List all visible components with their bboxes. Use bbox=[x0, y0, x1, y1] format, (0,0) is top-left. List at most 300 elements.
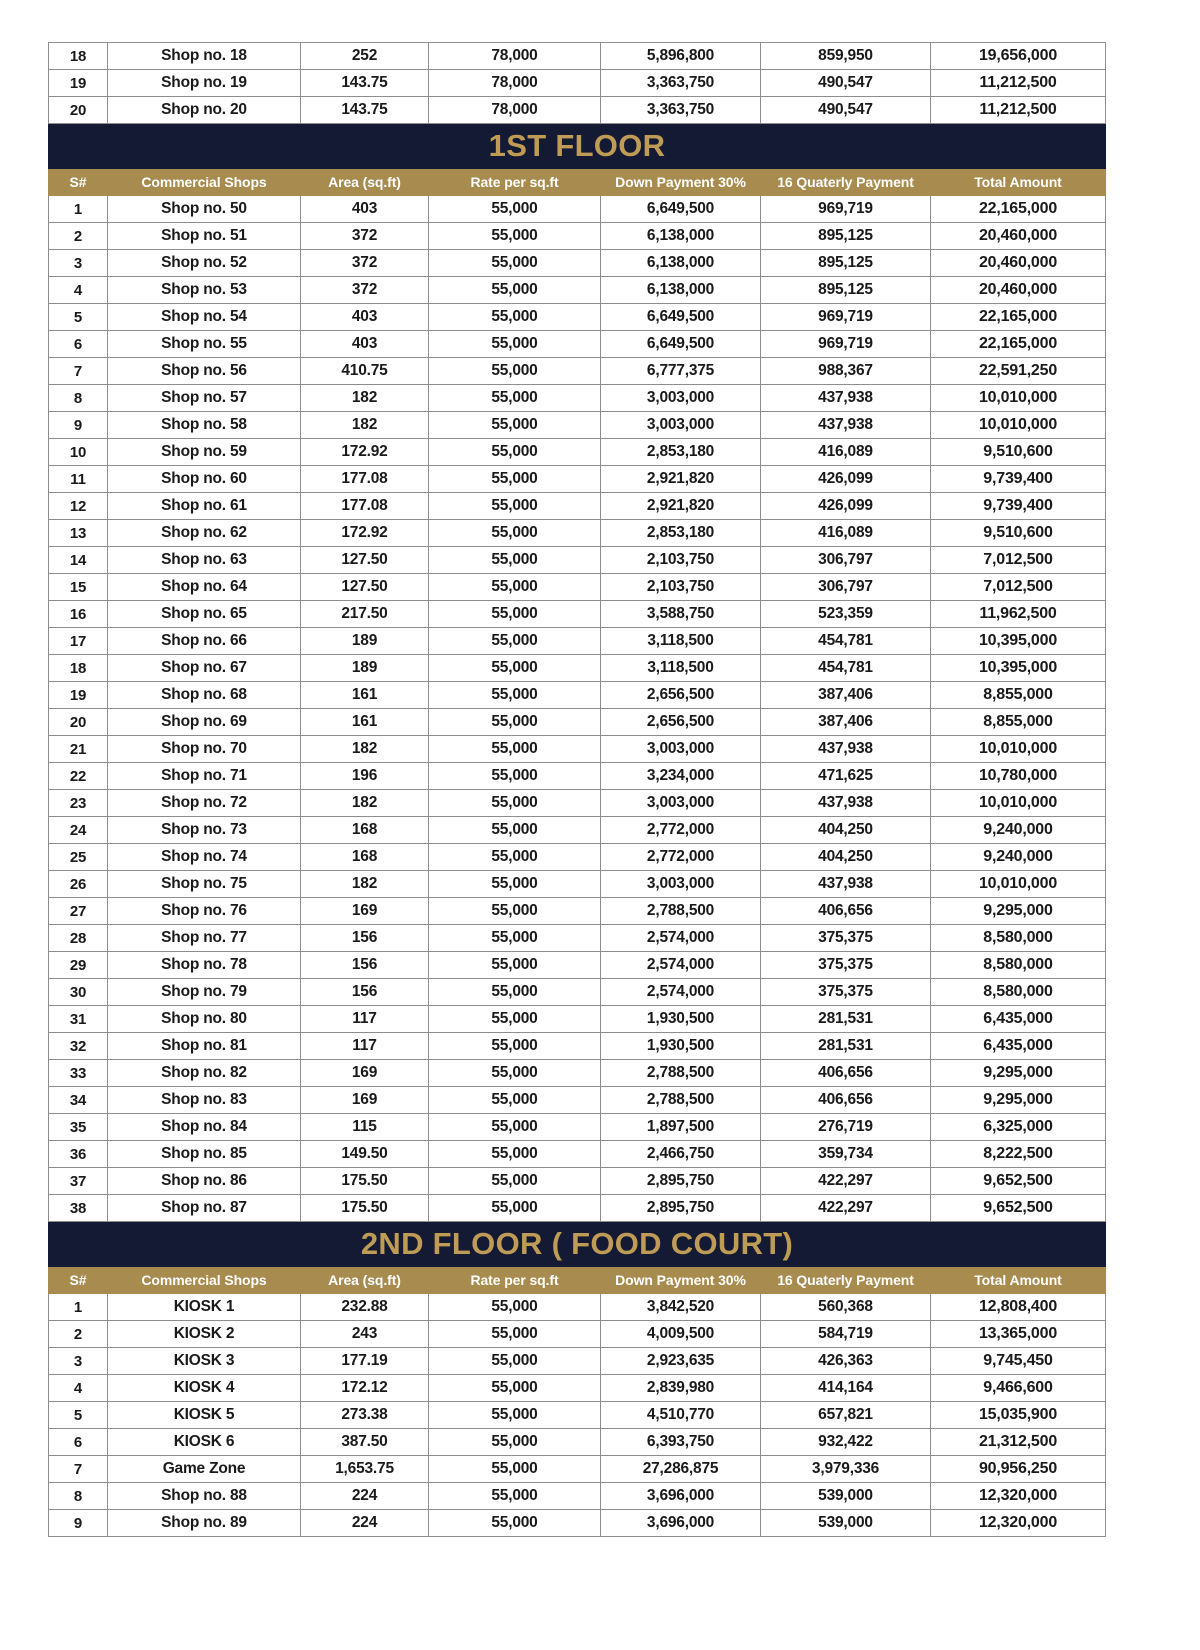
cell-shop: Shop no. 79 bbox=[108, 979, 301, 1006]
cell-area: 149.50 bbox=[301, 1141, 429, 1168]
cell-total: 10,780,000 bbox=[931, 763, 1106, 790]
cell-shop: Shop no. 51 bbox=[108, 223, 301, 250]
cell-down: 2,772,000 bbox=[601, 817, 761, 844]
cell-quarterly: 895,125 bbox=[761, 250, 931, 277]
cell-area: 410.75 bbox=[301, 358, 429, 385]
cell-quarterly: 416,089 bbox=[761, 439, 931, 466]
cell-sn: 1 bbox=[49, 196, 108, 223]
cell-total: 9,652,500 bbox=[931, 1168, 1106, 1195]
table-row bbox=[49, 1510, 1106, 1537]
cell-area: 115 bbox=[301, 1114, 429, 1141]
cell-area: 161 bbox=[301, 682, 429, 709]
cell-quarterly: 406,656 bbox=[761, 898, 931, 925]
cell-total: 12,320,000 bbox=[931, 1483, 1106, 1510]
cell-down: 27,286,875 bbox=[601, 1456, 761, 1483]
cell-rate: 55,000 bbox=[429, 250, 601, 277]
cell-shop: Shop no. 52 bbox=[108, 250, 301, 277]
column-header-down: Down Payment 30% bbox=[601, 1267, 761, 1294]
cell-area: 177.08 bbox=[301, 466, 429, 493]
cell-down: 5,896,800 bbox=[601, 43, 761, 70]
cell-total: 20,460,000 bbox=[931, 223, 1106, 250]
table-row bbox=[49, 628, 1106, 655]
cell-down: 3,363,750 bbox=[601, 97, 761, 124]
cell-down: 2,923,635 bbox=[601, 1348, 761, 1375]
cell-quarterly: 437,938 bbox=[761, 736, 931, 763]
cell-shop: Shop no. 61 bbox=[108, 493, 301, 520]
table-row bbox=[49, 736, 1106, 763]
table-row bbox=[49, 493, 1106, 520]
table-row bbox=[49, 1456, 1106, 1483]
cell-total: 9,652,500 bbox=[931, 1195, 1106, 1222]
table-row bbox=[49, 277, 1106, 304]
cell-shop: Shop no. 59 bbox=[108, 439, 301, 466]
cell-area: 387.50 bbox=[301, 1429, 429, 1456]
cell-quarterly: 539,000 bbox=[761, 1510, 931, 1537]
cell-quarterly: 387,406 bbox=[761, 682, 931, 709]
cell-rate: 55,000 bbox=[429, 277, 601, 304]
cell-shop: KIOSK 1 bbox=[108, 1294, 301, 1321]
cell-quarterly: 560,368 bbox=[761, 1294, 931, 1321]
cell-quarterly: 426,363 bbox=[761, 1348, 931, 1375]
cell-rate: 55,000 bbox=[429, 628, 601, 655]
cell-total: 12,808,400 bbox=[931, 1294, 1106, 1321]
cell-total: 9,510,600 bbox=[931, 520, 1106, 547]
cell-area: 175.50 bbox=[301, 1195, 429, 1222]
cell-down: 6,777,375 bbox=[601, 358, 761, 385]
cell-total: 20,460,000 bbox=[931, 277, 1106, 304]
cell-quarterly: 375,375 bbox=[761, 979, 931, 1006]
cell-total: 10,010,000 bbox=[931, 736, 1106, 763]
cell-rate: 55,000 bbox=[429, 196, 601, 223]
cell-sn: 2 bbox=[49, 1321, 108, 1348]
cell-shop: KIOSK 5 bbox=[108, 1402, 301, 1429]
cell-total: 6,435,000 bbox=[931, 1033, 1106, 1060]
cell-shop: Shop no. 86 bbox=[108, 1168, 301, 1195]
cell-total: 10,010,000 bbox=[931, 790, 1106, 817]
cell-sn: 9 bbox=[49, 412, 108, 439]
cell-down: 2,656,500 bbox=[601, 682, 761, 709]
cell-area: 156 bbox=[301, 925, 429, 952]
cell-quarterly: 437,938 bbox=[761, 871, 931, 898]
cell-quarterly: 969,719 bbox=[761, 196, 931, 223]
cell-shop: Shop no. 62 bbox=[108, 520, 301, 547]
floor-banner-row bbox=[49, 1222, 1106, 1267]
cell-rate: 55,000 bbox=[429, 358, 601, 385]
cell-quarterly: 523,359 bbox=[761, 601, 931, 628]
cell-total: 21,312,500 bbox=[931, 1429, 1106, 1456]
cell-sn: 23 bbox=[49, 790, 108, 817]
cell-sn: 37 bbox=[49, 1168, 108, 1195]
cell-down: 3,588,750 bbox=[601, 601, 761, 628]
cell-quarterly: 539,000 bbox=[761, 1483, 931, 1510]
cell-rate: 55,000 bbox=[429, 871, 601, 898]
cell-down: 6,649,500 bbox=[601, 331, 761, 358]
cell-sn: 24 bbox=[49, 817, 108, 844]
cell-area: 143.75 bbox=[301, 70, 429, 97]
cell-area: 127.50 bbox=[301, 574, 429, 601]
column-header-shop: Commercial Shops bbox=[108, 1267, 301, 1294]
table-row bbox=[49, 97, 1106, 124]
cell-down: 2,921,820 bbox=[601, 493, 761, 520]
cell-sn: 7 bbox=[49, 1456, 108, 1483]
cell-down: 2,574,000 bbox=[601, 979, 761, 1006]
cell-down: 3,003,000 bbox=[601, 871, 761, 898]
cell-shop: Shop no. 56 bbox=[108, 358, 301, 385]
cell-sn: 15 bbox=[49, 574, 108, 601]
cell-sn: 25 bbox=[49, 844, 108, 871]
cell-area: 169 bbox=[301, 1087, 429, 1114]
cell-shop: Shop no. 55 bbox=[108, 331, 301, 358]
cell-sn: 4 bbox=[49, 1375, 108, 1402]
cell-total: 9,295,000 bbox=[931, 898, 1106, 925]
cell-down: 2,574,000 bbox=[601, 925, 761, 952]
cell-down: 1,930,500 bbox=[601, 1006, 761, 1033]
cell-total: 6,435,000 bbox=[931, 1006, 1106, 1033]
cell-shop: Shop no. 54 bbox=[108, 304, 301, 331]
cell-shop: Shop no. 72 bbox=[108, 790, 301, 817]
cell-sn: 26 bbox=[49, 871, 108, 898]
floor-title: 2ND FLOOR ( FOOD COURT) bbox=[360, 1226, 794, 1261]
cell-sn: 16 bbox=[49, 601, 108, 628]
table-row bbox=[49, 1294, 1106, 1321]
cell-sn: 2 bbox=[49, 223, 108, 250]
table-row bbox=[49, 1168, 1106, 1195]
table-row bbox=[49, 547, 1106, 574]
cell-sn: 18 bbox=[49, 655, 108, 682]
cell-down: 2,103,750 bbox=[601, 574, 761, 601]
table-row bbox=[49, 1006, 1106, 1033]
cell-shop: KIOSK 3 bbox=[108, 1348, 301, 1375]
cell-rate: 55,000 bbox=[429, 466, 601, 493]
column-header-area: Area (sq.ft) bbox=[301, 1267, 429, 1294]
cell-rate: 55,000 bbox=[429, 547, 601, 574]
cell-rate: 55,000 bbox=[429, 1402, 601, 1429]
cell-rate: 55,000 bbox=[429, 493, 601, 520]
cell-sn: 6 bbox=[49, 1429, 108, 1456]
cell-total: 10,010,000 bbox=[931, 871, 1106, 898]
cell-rate: 55,000 bbox=[429, 1483, 601, 1510]
cell-area: 217.50 bbox=[301, 601, 429, 628]
floor-banner-row bbox=[49, 124, 1106, 169]
cell-sn: 22 bbox=[49, 763, 108, 790]
cell-down: 3,003,000 bbox=[601, 736, 761, 763]
cell-quarterly: 969,719 bbox=[761, 304, 931, 331]
column-header-sn: S# bbox=[49, 1267, 108, 1294]
cell-quarterly: 490,547 bbox=[761, 97, 931, 124]
cell-shop: Shop no. 77 bbox=[108, 925, 301, 952]
table-row bbox=[49, 844, 1106, 871]
cell-rate: 55,000 bbox=[429, 1114, 601, 1141]
cell-quarterly: 932,422 bbox=[761, 1429, 931, 1456]
cell-down: 3,118,500 bbox=[601, 628, 761, 655]
cell-shop: Shop no. 50 bbox=[108, 196, 301, 223]
table-row bbox=[49, 682, 1106, 709]
floor-title: 1ST FLOOR bbox=[488, 128, 666, 163]
cell-area: 175.50 bbox=[301, 1168, 429, 1195]
cell-quarterly: 859,950 bbox=[761, 43, 931, 70]
cell-shop: Shop no. 60 bbox=[108, 466, 301, 493]
cell-shop: Shop no. 64 bbox=[108, 574, 301, 601]
cell-area: 182 bbox=[301, 871, 429, 898]
cell-quarterly: 422,297 bbox=[761, 1195, 931, 1222]
cell-area: 169 bbox=[301, 898, 429, 925]
cell-area: 224 bbox=[301, 1483, 429, 1510]
cell-down: 2,574,000 bbox=[601, 952, 761, 979]
column-header-area: Area (sq.ft) bbox=[301, 169, 429, 196]
cell-area: 172.92 bbox=[301, 439, 429, 466]
cell-shop: Game Zone bbox=[108, 1456, 301, 1483]
cell-total: 9,295,000 bbox=[931, 1060, 1106, 1087]
cell-shop: Shop no. 19 bbox=[108, 70, 301, 97]
cell-area: 403 bbox=[301, 331, 429, 358]
cell-shop: Shop no. 71 bbox=[108, 763, 301, 790]
cell-rate: 55,000 bbox=[429, 1141, 601, 1168]
cell-down: 3,234,000 bbox=[601, 763, 761, 790]
cell-area: 252 bbox=[301, 43, 429, 70]
cell-sn: 3 bbox=[49, 1348, 108, 1375]
cell-rate: 55,000 bbox=[429, 736, 601, 763]
cell-area: 372 bbox=[301, 223, 429, 250]
cell-down: 2,788,500 bbox=[601, 1087, 761, 1114]
cell-shop: Shop no. 53 bbox=[108, 277, 301, 304]
cell-shop: KIOSK 2 bbox=[108, 1321, 301, 1348]
cell-down: 2,921,820 bbox=[601, 466, 761, 493]
cell-area: 372 bbox=[301, 250, 429, 277]
column-header-rate: Rate per sq.ft bbox=[429, 169, 601, 196]
cell-rate: 55,000 bbox=[429, 817, 601, 844]
cell-sn: 6 bbox=[49, 331, 108, 358]
table-row bbox=[49, 250, 1106, 277]
cell-area: 156 bbox=[301, 952, 429, 979]
table-row bbox=[49, 1087, 1106, 1114]
cell-total: 15,035,900 bbox=[931, 1402, 1106, 1429]
cell-area: 117 bbox=[301, 1033, 429, 1060]
cell-quarterly: 387,406 bbox=[761, 709, 931, 736]
cell-total: 9,739,400 bbox=[931, 493, 1106, 520]
cell-area: 117 bbox=[301, 1006, 429, 1033]
cell-total: 8,855,000 bbox=[931, 709, 1106, 736]
cell-down: 3,003,000 bbox=[601, 385, 761, 412]
cell-down: 2,788,500 bbox=[601, 898, 761, 925]
cell-area: 232.88 bbox=[301, 1294, 429, 1321]
cell-total: 8,580,000 bbox=[931, 979, 1106, 1006]
cell-quarterly: 454,781 bbox=[761, 628, 931, 655]
table-row bbox=[49, 790, 1106, 817]
cell-shop: Shop no. 89 bbox=[108, 1510, 301, 1537]
cell-down: 3,118,500 bbox=[601, 655, 761, 682]
table-row bbox=[49, 466, 1106, 493]
table-row bbox=[49, 979, 1106, 1006]
cell-sn: 8 bbox=[49, 1483, 108, 1510]
cell-total: 11,962,500 bbox=[931, 601, 1106, 628]
cell-total: 20,460,000 bbox=[931, 250, 1106, 277]
table-row bbox=[49, 925, 1106, 952]
cell-area: 168 bbox=[301, 844, 429, 871]
cell-sn: 12 bbox=[49, 493, 108, 520]
cell-rate: 55,000 bbox=[429, 1510, 601, 1537]
cell-area: 169 bbox=[301, 1060, 429, 1087]
cell-total: 7,012,500 bbox=[931, 547, 1106, 574]
table-row bbox=[49, 898, 1106, 925]
cell-total: 10,010,000 bbox=[931, 385, 1106, 412]
table-row bbox=[49, 43, 1106, 70]
cell-total: 6,325,000 bbox=[931, 1114, 1106, 1141]
cell-down: 6,138,000 bbox=[601, 277, 761, 304]
table-row bbox=[49, 1141, 1106, 1168]
cell-total: 9,510,600 bbox=[931, 439, 1106, 466]
cell-quarterly: 359,734 bbox=[761, 1141, 931, 1168]
cell-rate: 55,000 bbox=[429, 1294, 601, 1321]
cell-sn: 20 bbox=[49, 709, 108, 736]
floor-banner-cell bbox=[49, 124, 1106, 169]
table-row bbox=[49, 1114, 1106, 1141]
cell-area: 189 bbox=[301, 628, 429, 655]
cell-shop: Shop no. 73 bbox=[108, 817, 301, 844]
cell-down: 6,649,500 bbox=[601, 304, 761, 331]
cell-area: 273.38 bbox=[301, 1402, 429, 1429]
cell-rate: 55,000 bbox=[429, 412, 601, 439]
cell-quarterly: 306,797 bbox=[761, 574, 931, 601]
cell-sn: 11 bbox=[49, 466, 108, 493]
cell-sn: 4 bbox=[49, 277, 108, 304]
cell-sn: 33 bbox=[49, 1060, 108, 1087]
cell-shop: Shop no. 85 bbox=[108, 1141, 301, 1168]
table-row bbox=[49, 574, 1106, 601]
cell-shop: Shop no. 78 bbox=[108, 952, 301, 979]
cell-shop: Shop no. 75 bbox=[108, 871, 301, 898]
table-row bbox=[49, 1375, 1106, 1402]
cell-quarterly: 414,164 bbox=[761, 1375, 931, 1402]
cell-quarterly: 437,938 bbox=[761, 412, 931, 439]
cell-shop: Shop no. 65 bbox=[108, 601, 301, 628]
cell-sn: 34 bbox=[49, 1087, 108, 1114]
cell-rate: 55,000 bbox=[429, 520, 601, 547]
cell-shop: Shop no. 74 bbox=[108, 844, 301, 871]
cell-sn: 10 bbox=[49, 439, 108, 466]
cell-quarterly: 584,719 bbox=[761, 1321, 931, 1348]
cell-down: 2,788,500 bbox=[601, 1060, 761, 1087]
cell-shop: Shop no. 81 bbox=[108, 1033, 301, 1060]
cell-total: 9,295,000 bbox=[931, 1087, 1106, 1114]
table-row bbox=[49, 1321, 1106, 1348]
cell-shop: Shop no. 67 bbox=[108, 655, 301, 682]
cell-rate: 55,000 bbox=[429, 304, 601, 331]
column-header-quarterly: 16 Quaterly Payment bbox=[761, 1267, 931, 1294]
column-header-sn: S# bbox=[49, 169, 108, 196]
cell-rate: 55,000 bbox=[429, 979, 601, 1006]
cell-shop: Shop no. 80 bbox=[108, 1006, 301, 1033]
cell-quarterly: 426,099 bbox=[761, 493, 931, 520]
cell-down: 3,363,750 bbox=[601, 70, 761, 97]
cell-sn: 32 bbox=[49, 1033, 108, 1060]
cell-rate: 55,000 bbox=[429, 439, 601, 466]
cell-total: 22,591,250 bbox=[931, 358, 1106, 385]
cell-shop: Shop no. 68 bbox=[108, 682, 301, 709]
cell-sn: 7 bbox=[49, 358, 108, 385]
cell-quarterly: 281,531 bbox=[761, 1033, 931, 1060]
cell-shop: Shop no. 76 bbox=[108, 898, 301, 925]
cell-shop: Shop no. 84 bbox=[108, 1114, 301, 1141]
cell-rate: 78,000 bbox=[429, 97, 601, 124]
cell-rate: 55,000 bbox=[429, 1195, 601, 1222]
cell-quarterly: 406,656 bbox=[761, 1087, 931, 1114]
cell-rate: 55,000 bbox=[429, 844, 601, 871]
cell-down: 4,009,500 bbox=[601, 1321, 761, 1348]
cell-area: 177.19 bbox=[301, 1348, 429, 1375]
cell-quarterly: 281,531 bbox=[761, 1006, 931, 1033]
cell-sn: 17 bbox=[49, 628, 108, 655]
cell-rate: 55,000 bbox=[429, 763, 601, 790]
commercial-shops-pricing-table bbox=[48, 42, 1106, 1537]
cell-quarterly: 306,797 bbox=[761, 547, 931, 574]
cell-area: 403 bbox=[301, 196, 429, 223]
cell-sn: 38 bbox=[49, 1195, 108, 1222]
cell-rate: 55,000 bbox=[429, 1456, 601, 1483]
cell-area: 172.12 bbox=[301, 1375, 429, 1402]
cell-rate: 55,000 bbox=[429, 1429, 601, 1456]
cell-quarterly: 454,781 bbox=[761, 655, 931, 682]
cell-quarterly: 490,547 bbox=[761, 70, 931, 97]
cell-quarterly: 375,375 bbox=[761, 925, 931, 952]
cell-total: 22,165,000 bbox=[931, 304, 1106, 331]
cell-down: 6,138,000 bbox=[601, 250, 761, 277]
cell-shop: Shop no. 87 bbox=[108, 1195, 301, 1222]
cell-total: 22,165,000 bbox=[931, 331, 1106, 358]
cell-area: 156 bbox=[301, 979, 429, 1006]
cell-quarterly: 437,938 bbox=[761, 385, 931, 412]
cell-sn: 5 bbox=[49, 1402, 108, 1429]
cell-down: 2,895,750 bbox=[601, 1195, 761, 1222]
cell-rate: 55,000 bbox=[429, 655, 601, 682]
cell-quarterly: 416,089 bbox=[761, 520, 931, 547]
cell-rate: 55,000 bbox=[429, 574, 601, 601]
cell-shop: Shop no. 66 bbox=[108, 628, 301, 655]
table-row bbox=[49, 223, 1106, 250]
cell-shop: Shop no. 20 bbox=[108, 97, 301, 124]
cell-rate: 55,000 bbox=[429, 1168, 601, 1195]
cell-area: 1,653.75 bbox=[301, 1456, 429, 1483]
cell-quarterly: 375,375 bbox=[761, 952, 931, 979]
cell-area: 182 bbox=[301, 736, 429, 763]
column-header-total: Total Amount bbox=[931, 1267, 1106, 1294]
cell-down: 2,853,180 bbox=[601, 439, 761, 466]
cell-down: 2,895,750 bbox=[601, 1168, 761, 1195]
cell-rate: 55,000 bbox=[429, 709, 601, 736]
table-row bbox=[49, 655, 1106, 682]
cell-sn: 14 bbox=[49, 547, 108, 574]
cell-rate: 55,000 bbox=[429, 898, 601, 925]
cell-area: 189 bbox=[301, 655, 429, 682]
cell-rate: 78,000 bbox=[429, 70, 601, 97]
cell-total: 11,212,500 bbox=[931, 70, 1106, 97]
cell-total: 9,745,450 bbox=[931, 1348, 1106, 1375]
cell-rate: 55,000 bbox=[429, 1087, 601, 1114]
cell-area: 182 bbox=[301, 790, 429, 817]
cell-rate: 55,000 bbox=[429, 385, 601, 412]
cell-down: 2,839,980 bbox=[601, 1375, 761, 1402]
cell-rate: 55,000 bbox=[429, 331, 601, 358]
cell-area: 224 bbox=[301, 1510, 429, 1537]
table-row bbox=[49, 1195, 1106, 1222]
cell-down: 2,772,000 bbox=[601, 844, 761, 871]
cell-down: 2,853,180 bbox=[601, 520, 761, 547]
cell-sn: 19 bbox=[49, 70, 108, 97]
table-row bbox=[49, 1348, 1106, 1375]
cell-quarterly: 895,125 bbox=[761, 223, 931, 250]
cell-area: 161 bbox=[301, 709, 429, 736]
column-header-quarterly: 16 Quaterly Payment bbox=[761, 169, 931, 196]
table-row bbox=[49, 70, 1106, 97]
